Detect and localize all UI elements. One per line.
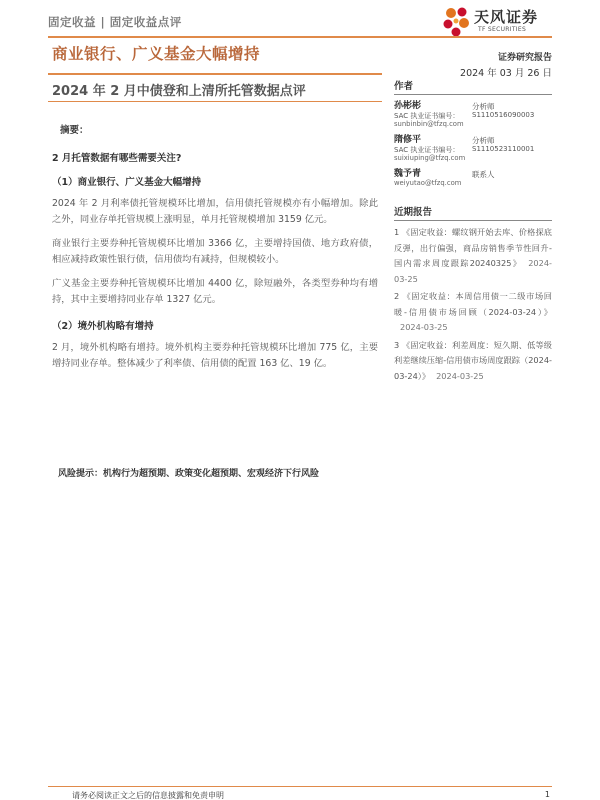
report-title: 商业银行、广义基金大幅增持	[52, 45, 261, 63]
report-category: 固定收益 | 固定收益点评	[48, 15, 182, 29]
author-sac-label: SAC 执业证书编号：	[394, 112, 460, 120]
section-heading-banks-funds: （1）商业银行、广义基金大幅增持	[52, 177, 202, 188]
summary-question: 2 月托管数据有哪些需要关注?	[52, 153, 182, 164]
author-email[interactable]: suixiuping@tfzq.com	[394, 154, 466, 162]
author-email[interactable]: sunbinbin@tfzq.com	[394, 120, 464, 128]
logo-flower-icon	[442, 6, 472, 38]
summary-section	[52, 122, 378, 372]
sidebar	[394, 78, 552, 386]
author-name: 隋修平	[394, 135, 422, 145]
recent-report-item[interactable]	[394, 289, 552, 336]
tf-securities-logo	[442, 6, 552, 40]
author-card	[394, 98, 552, 132]
authors-title: 作者	[394, 78, 552, 95]
report-subtitle: 2024 年 2 月中债登和上清所托管数据点评	[52, 84, 306, 99]
author-email[interactable]: weiyutao@tfzq.com	[394, 179, 462, 187]
logo-name: 天风证券	[474, 8, 539, 26]
recent-report-date: 2024-03-25	[436, 370, 484, 381]
risk-warning: 风险提示：机构行为超预期、政策变化超预期、宏观经济下行风险	[58, 469, 320, 479]
footer-disclaimer: 请务必阅读正文之后的信息披露和免责申明	[72, 791, 224, 800]
footer-divider	[48, 786, 552, 787]
author-card	[394, 132, 552, 166]
header-divider	[48, 36, 552, 38]
report-type: 证券研究报告	[497, 53, 552, 63]
summary-label: 摘要：	[60, 125, 89, 136]
subtitle-divider	[48, 101, 382, 102]
recent-report-item[interactable]	[394, 225, 552, 287]
summary-paragraph: 广义基金主要券种托管规模环比增加 4400 亿，除短融外，各类型券种均有增持，其中主要增持同业存单 1327 亿元。	[52, 278, 378, 305]
recent-report-title[interactable]: 3 《固定收益：利差周度：短久期、低等级利差继续压缩-信用债市场周度跟踪（2024-03-24）》	[394, 339, 552, 381]
section-heading-foreign: （2）境外机构略有增持	[52, 321, 154, 332]
author-sac-label: SAC 执业证书编号：	[394, 146, 460, 154]
author-role: 分析师	[472, 102, 495, 111]
author-role: 联系人	[472, 170, 495, 179]
recent-report-item[interactable]	[394, 338, 552, 385]
author-name: 魏予青	[394, 169, 422, 179]
recent-reports-list	[394, 225, 552, 384]
author-name: 孙彬彬	[394, 101, 422, 111]
title-divider	[48, 73, 382, 75]
author-card	[394, 166, 552, 192]
recent-report-date: 2024-03-25	[394, 258, 552, 284]
page-number: 1	[544, 790, 550, 799]
logo-english: TF SECURITIES	[478, 26, 527, 33]
summary-paragraph: 商业银行主要券种托管规模环比增加 3366 亿，主要增持国债、地方政府债，相应减持政策性银行债，信用债均有减持，但规模较小。	[52, 238, 378, 265]
recent-reports-title: 近期报告	[394, 204, 552, 221]
author-list	[394, 98, 552, 192]
recent-report-title[interactable]: 2 《固定收益：本周信用债一二级市场回暖-信用债市场回顾（2024-03-24）》	[394, 291, 552, 317]
report-date: 2024 年 03 月 26 日	[460, 68, 552, 79]
page-header	[48, 8, 552, 38]
recent-report-title[interactable]: 1 《固定收益：螺纹钢开始去库、价格探底反弹，出行偏强，商品房销售季节性回升-国内需求周度跟踪20240325》	[394, 227, 552, 268]
summary-paragraph: 2024 年 2 月利率债托管规模环比增加，信用债托管规模亦有小幅增加。除此之外，同业存单托管规模上涨明显，单月托管规模增加 3159 亿元。	[52, 198, 378, 225]
author-sac-number: S1110516090003	[472, 111, 535, 119]
author-sac-number: S1110523110001	[472, 145, 535, 153]
summary-paragraph: 2 月，境外机构略有增持。境外机构主要券种托管规模环比增加 775 亿，主要增持同业存单。整体减少了利率债、信用债的配置 163 亿、19 亿。	[52, 342, 378, 369]
author-role: 分析师	[472, 136, 495, 145]
recent-report-date: 2024-03-25	[400, 322, 448, 332]
